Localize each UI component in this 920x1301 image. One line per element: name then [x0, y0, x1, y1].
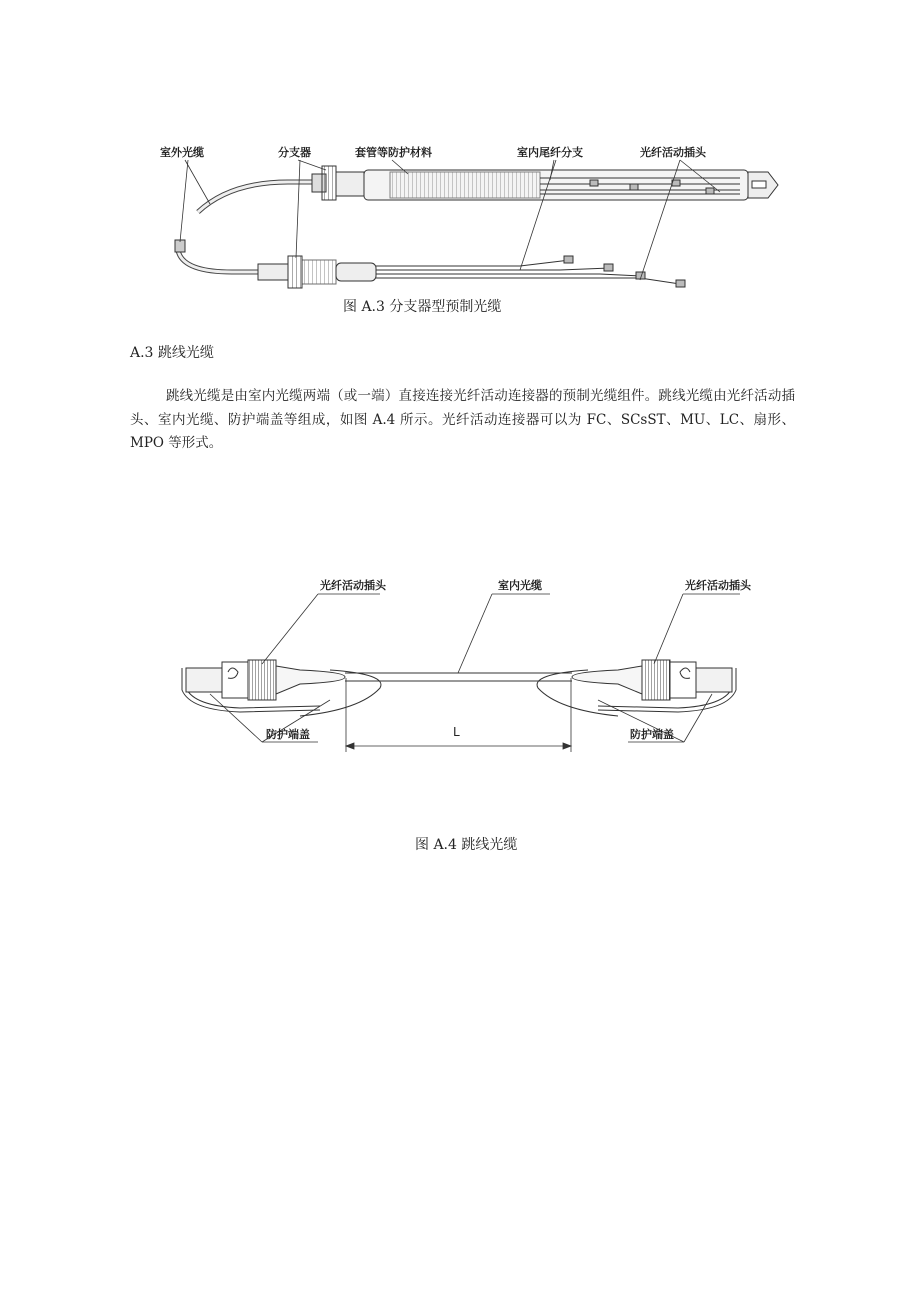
label-right-cap: 防护端盖 — [630, 728, 674, 741]
label-right-plug: 光纤活动插头 — [685, 579, 751, 592]
left-connector — [182, 660, 381, 716]
figure-a4-caption: 图 A.4 跳线光缆 — [415, 837, 518, 853]
label-indoor-cable: 室内光缆 — [498, 579, 542, 592]
figure-a3-caption: 图 A.3 分支器型预制光缆 — [343, 299, 502, 315]
label-connector-plug: 光纤活动插头 — [640, 146, 706, 159]
label-splitter: 分支器 — [278, 146, 311, 159]
indoor-cable — [345, 673, 572, 681]
figure-a4-diagram — [0, 560, 920, 760]
right-connector — [537, 660, 736, 716]
figure-a3-diagram — [0, 120, 920, 300]
label-indoor-pigtail: 室内尾纤分支 — [517, 146, 583, 159]
label-left-plug: 光纤活动插头 — [320, 579, 386, 592]
label-outdoor-cable: 室外光缆 — [160, 146, 204, 159]
section-heading: A.3 跳线光缆 — [130, 345, 214, 361]
length-dimension — [346, 678, 571, 752]
length-label: L — [453, 725, 460, 739]
lower-cable-assembly — [175, 240, 685, 288]
label-sleeve: 套管等防护材料 — [355, 146, 432, 159]
label-left-cap: 防护端盖 — [266, 728, 310, 741]
upper-cable-assembly — [198, 166, 778, 212]
body-paragraph: 跳线光缆是由室内光缆两端（或一端）直接连接光纤活动连接器的预制光缆组件。跳线光缆由光纤活动插头、室内光缆、防护端盖等组成，如图 A.4 所示。光纤活动连接器可以为 FC、SCsST、MU、LC、扇形、MPO 等形式。 — [130, 388, 795, 451]
